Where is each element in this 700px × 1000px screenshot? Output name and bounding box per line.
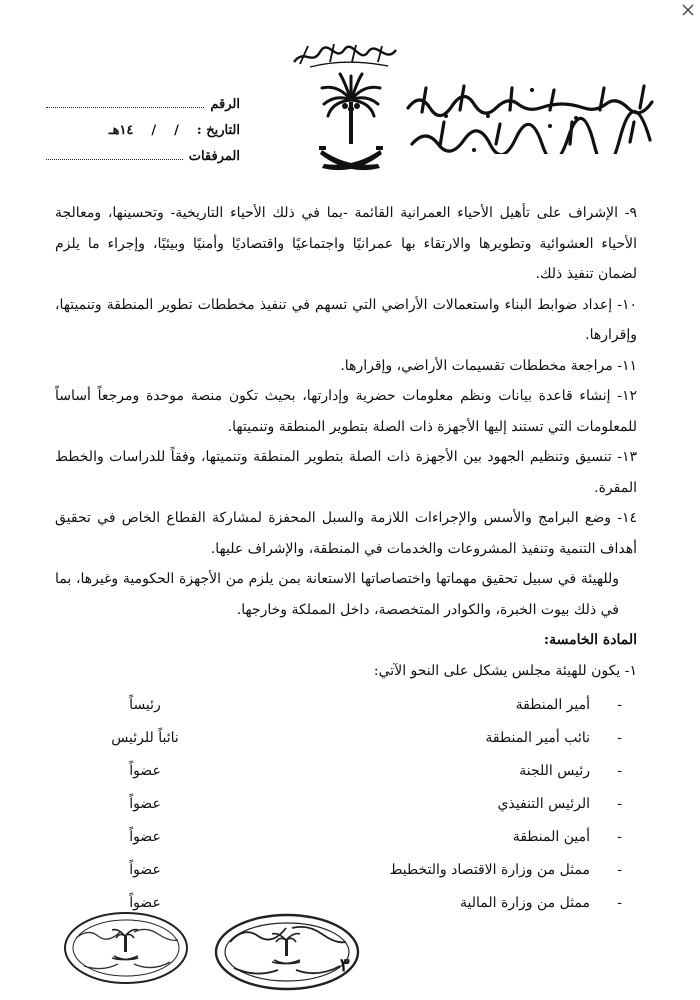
member-role: عضواً <box>129 763 161 779</box>
member-row <box>90 862 650 892</box>
reference-row <box>40 86 240 112</box>
member-role: عضواً <box>129 829 161 845</box>
document-meta <box>40 86 240 164</box>
bullet: - <box>617 829 622 845</box>
palm-swords-emblem <box>318 72 384 182</box>
attachments-label: المرفقات <box>188 149 240 164</box>
member-role: نائباً للرئيس <box>111 730 179 746</box>
member-name: أمين المنطقة <box>512 829 590 845</box>
list-item: ١٢- إنشاء قاعدة بيانات ونظم معلومات حضرية وإدارتها، بحيث تكون منصة موحدة ومرجعاً أساساً للمعلومات التي تستند إليها الأجهزة ذات الصلة بتطوير المنطقة وتنميتها. <box>55 388 637 435</box>
member-row <box>90 730 650 760</box>
list-item: ٩- الإشراف على تأهيل الأحياء العمرانية القائمة -بما في ذلك الأحياء التاريخية- وتحسينها، ومعالجة الأحياء العشوائية وتطويرها والارتقاء بها عمرانيًا واجتماعيًا واقتصاديًا وأمنيًا وبيئيًا، وإجراء ما يلزم لضمان تنفيذ ذلك. <box>55 205 637 282</box>
closing-paragraph: وللهيئة في سبيل تحقيق مهماتها واختصاصاتها الاستعانة بمن يلزم من الأجهزة الحكومية وغيرها، بما في ذلك بيوت الخبرة، والكوادر المتخصصة، داخل المملكة وخارجها. <box>55 571 619 618</box>
kingdom-emblem-lettering <box>400 82 660 154</box>
date-label: التاريخ : <box>196 123 240 138</box>
member-name: نائب أمير المنطقة <box>485 730 590 746</box>
attachments-line <box>46 158 183 160</box>
article-intro: ١- يكون للهيئة مجلس يشكل على النحو الآتي: <box>373 662 637 679</box>
member-role: عضواً <box>129 895 161 911</box>
document-body <box>55 198 637 686</box>
list-item: ١٠- إعداد ضوابط البناء واستعمالات الأراضي التي تسهم في تنفيذ مخططات تطوير المنطقة وتنميتها، وإقرارها. <box>55 296 637 343</box>
member-row <box>90 697 650 727</box>
member-role: عضواً <box>129 796 161 812</box>
list-item: ١٤- وضع البرامج والأسس والإجراءات اللازمة والسبل المحفزة لمشاركة القطاع الخاص في تحقيق أهداف التنمية وتنفيذ المشروعات والخدمات في المنطقة، والإشراف عليها. <box>55 510 637 557</box>
bullet: - <box>617 697 622 713</box>
article-heading: المادة الخامسة: <box>543 632 637 648</box>
attachments-row <box>40 138 240 164</box>
list-item: ١٣- تنسيق وتنظيم الجهود بين الأجهزة ذات الصلة بتطوير المنطقة وتنميتها، وفقاً للدراسات والخطط المقرة. <box>55 449 637 496</box>
member-name: رئيس اللجنة <box>519 763 590 779</box>
bullet: - <box>617 862 622 878</box>
bullet: - <box>617 763 622 779</box>
bullet: - <box>617 730 622 746</box>
date-value: / / ١٤هـ <box>108 123 179 138</box>
scan-corner-mark <box>680 2 696 18</box>
member-row <box>90 763 650 793</box>
member-row <box>90 796 650 826</box>
member-name: ممثل من وزارة الاقتصاد والتخطيط <box>389 862 590 878</box>
date-row <box>40 112 240 138</box>
bullet: - <box>617 796 622 812</box>
member-role: رئيساً <box>129 697 161 713</box>
member-row <box>90 829 650 859</box>
general-secretariat-seal <box>62 910 190 986</box>
list-item: ١١- مراجعة مخططات تقسيمات الأراضي، وإقرارها. <box>340 357 637 374</box>
member-name: الرئيس التنفيذي <box>497 796 590 812</box>
reference-label: الرقم <box>210 97 240 112</box>
page-number: ٣ <box>340 955 350 976</box>
reference-line <box>46 106 204 108</box>
experts-commission-seal <box>212 912 362 992</box>
member-role: عضواً <box>129 862 161 878</box>
member-name: ممثل من وزارة المالية <box>460 895 590 911</box>
basmala-calligraphy <box>290 40 400 70</box>
member-name: أمير المنطقة <box>515 697 590 713</box>
bullet: - <box>617 895 622 911</box>
